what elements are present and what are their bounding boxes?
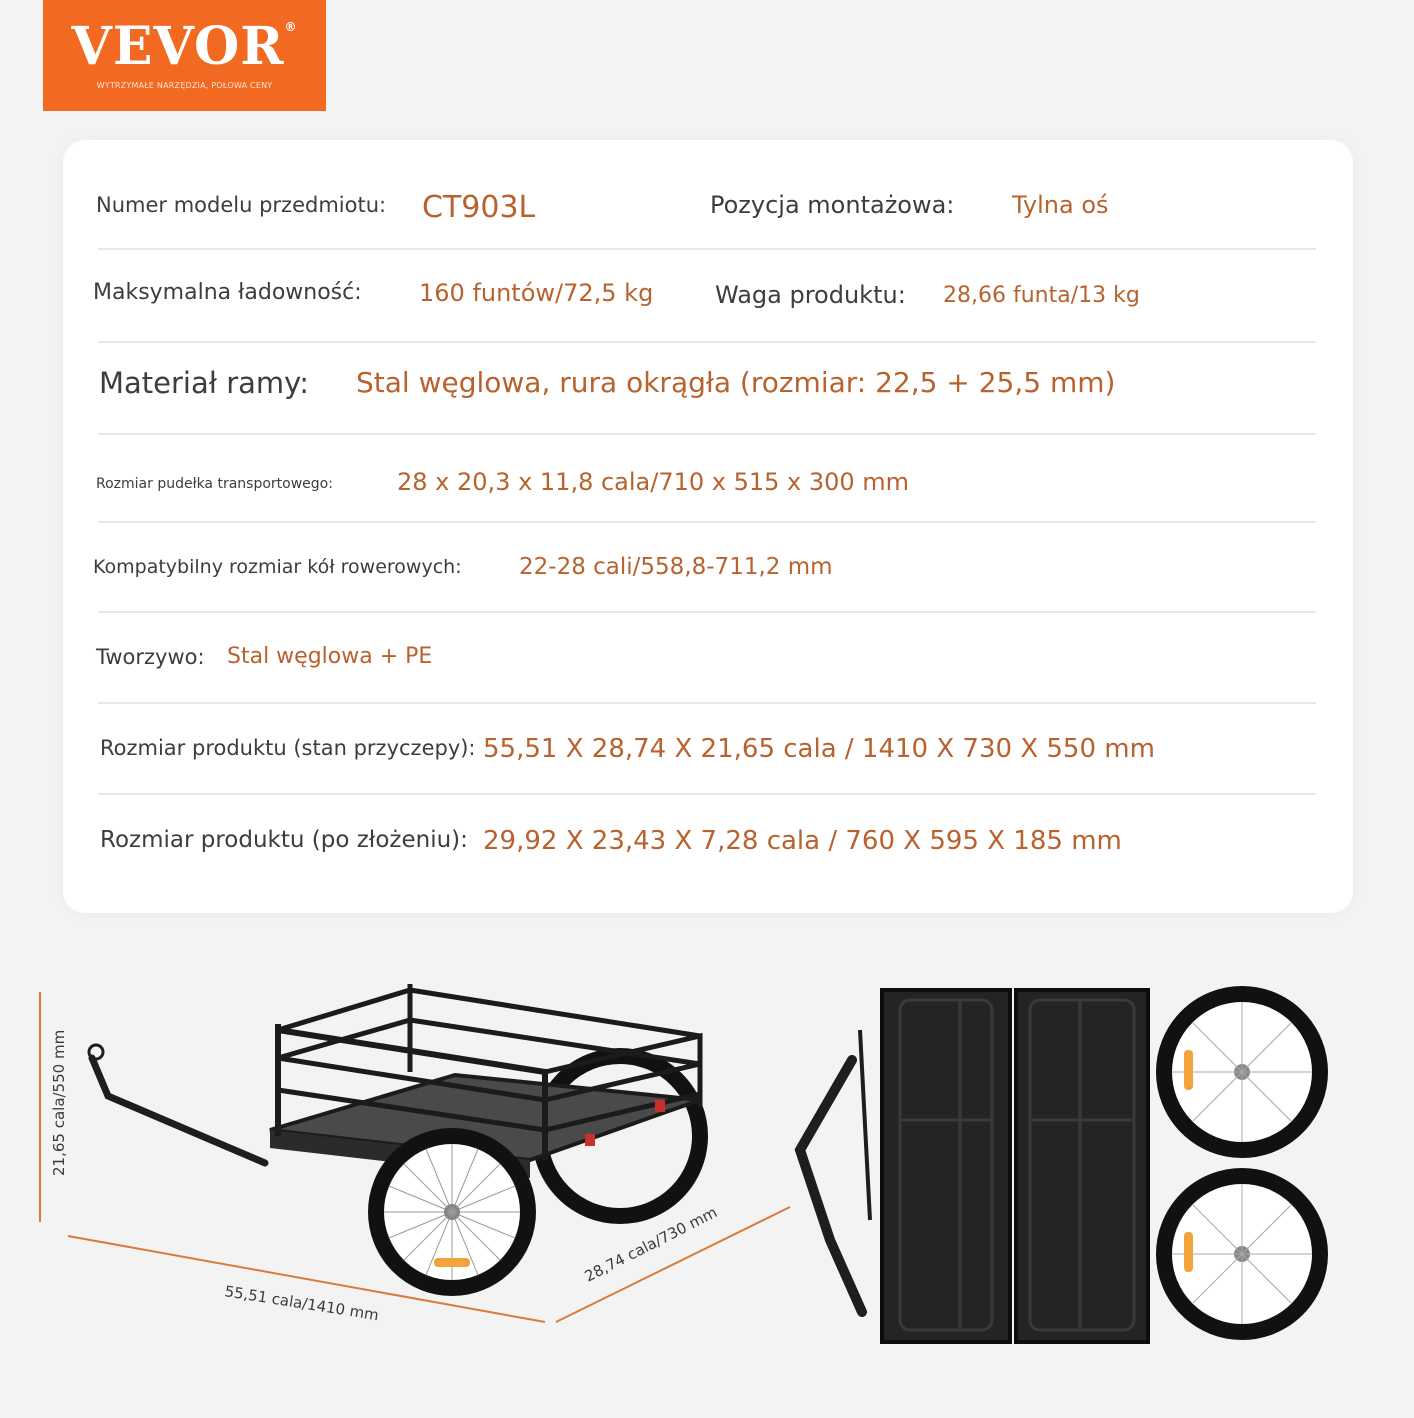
- size-trailer-value: 55,51 X 28,74 X 21,65 cala / 1410 X 730 X 550 mm: [483, 734, 1155, 764]
- diagram-svg: [0, 940, 1414, 1414]
- divider: [98, 248, 1316, 250]
- size-trailer-label: Rozmiar produktu (stan przyczepy):: [100, 736, 476, 760]
- max-load-value: 160 funtów/72,5 kg: [419, 279, 654, 307]
- divider: [98, 702, 1316, 704]
- divider: [98, 611, 1316, 613]
- assembled-trailer-image: [89, 984, 700, 1288]
- divider: [98, 521, 1316, 523]
- wheel-value: 22-28 cali/558,8-711,2 mm: [519, 554, 833, 580]
- model-value: CT903L: [422, 190, 536, 225]
- logo-tagline: WYTRZYMAŁE NARZĘDZIA, POŁOWA CENY: [96, 81, 273, 90]
- box-label: Rozmiar pudełka transportowego:: [96, 476, 333, 492]
- box-value: 28 x 20,3 x 11,8 cala/710 x 515 x 300 mm: [397, 468, 910, 496]
- divider: [98, 341, 1316, 343]
- vevor-logo: VEVOR® WYTRZYMAŁE NARZĘDZIA, POŁOWA CENY: [43, 0, 326, 111]
- weight-label: Waga produktu:: [715, 281, 906, 309]
- frame-label: Materiał ramy:: [99, 366, 309, 400]
- length-dimension-label: 55,51 cala/1410 mm: [223, 1282, 381, 1325]
- weight-value: 28,66 funta/13 kg: [943, 283, 1140, 308]
- mount-value: Tylna oś: [1012, 191, 1109, 219]
- spec-card: [63, 140, 1353, 913]
- wheel-label: Kompatybilny rozmiar kół rowerowych:: [93, 556, 462, 578]
- material-label: Tworzywo:: [96, 645, 205, 669]
- height-dimension-label: 21,65 cala/550 mm: [50, 1029, 68, 1176]
- size-folded-value: 29,92 X 23,43 X 7,28 cala / 760 X 595 X 185 mm: [483, 826, 1122, 856]
- mount-label: Pozycja montażowa:: [710, 191, 955, 219]
- size-folded-label: Rozmiar produktu (po złożeniu):: [100, 827, 468, 853]
- max-load-label: Maksymalna ładowność:: [93, 280, 362, 305]
- folded-trailer-image: [800, 990, 1320, 1342]
- divider: [98, 433, 1316, 435]
- material-value: Stal węglowa + PE: [227, 644, 433, 669]
- model-label: Numer modelu przedmiotu:: [96, 193, 387, 217]
- product-diagram: [0, 940, 1414, 1414]
- width-dimension-label: 28,74 cala/730 mm: [581, 1203, 721, 1286]
- frame-value: Stal węglowa, rura okrągła (rozmiar: 22,5 + 25,5 mm): [356, 366, 1116, 399]
- divider: [98, 793, 1316, 795]
